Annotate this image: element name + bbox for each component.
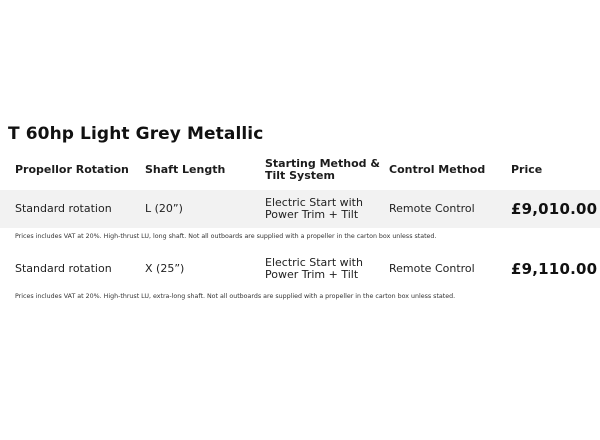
cell-starting-method	[265, 197, 363, 221]
cell-shaft-length: X (25”)	[145, 262, 185, 275]
cell-control-method: Remote Control	[389, 202, 475, 215]
cell-starting-method-line2: Power Trim + Tilt	[265, 268, 359, 281]
cell-rotation: Standard rotation	[15, 262, 112, 275]
cell-starting-method	[265, 257, 363, 281]
header-control-method: Control Method	[389, 163, 486, 176]
table-header	[0, 156, 600, 188]
header-starting-method-line2: Tilt System	[265, 169, 335, 182]
header-price: Price	[511, 163, 543, 176]
header-propellor-rotation: Propellor Rotation	[15, 163, 129, 176]
table-row	[0, 190, 600, 250]
cell-starting-method-line2: Power Trim + Tilt	[265, 208, 359, 221]
header-starting-method	[265, 158, 380, 182]
header-starting-method-line1: Starting Method &	[265, 157, 380, 170]
header-shaft-length: Shaft Length	[145, 163, 226, 176]
cell-price: £9,110.00	[511, 260, 598, 278]
table-row-main	[0, 250, 600, 288]
table-row	[0, 250, 600, 310]
cell-shaft-length: L (20”)	[145, 202, 183, 215]
page-title: T 60hp Light Grey Metallic	[8, 124, 264, 144]
cell-starting-method-line1: Electric Start with	[265, 196, 363, 209]
row-note: Prices includes VAT at 20%. High-thrust LU, extra-long shaft. Not all outboards are supplied with a propeller in the carton box unless stated.	[15, 293, 456, 300]
cell-control-method: Remote Control	[389, 262, 475, 275]
cell-rotation: Standard rotation	[15, 202, 112, 215]
table-row-main	[0, 190, 600, 228]
cell-price: £9,010.00	[511, 200, 598, 218]
row-note: Prices includes VAT at 20%. High-thrust LU, long shaft. Not all outboards are supplied with a propeller in the carton box unless stated.	[15, 233, 437, 240]
cell-starting-method-line1: Electric Start with	[265, 256, 363, 269]
